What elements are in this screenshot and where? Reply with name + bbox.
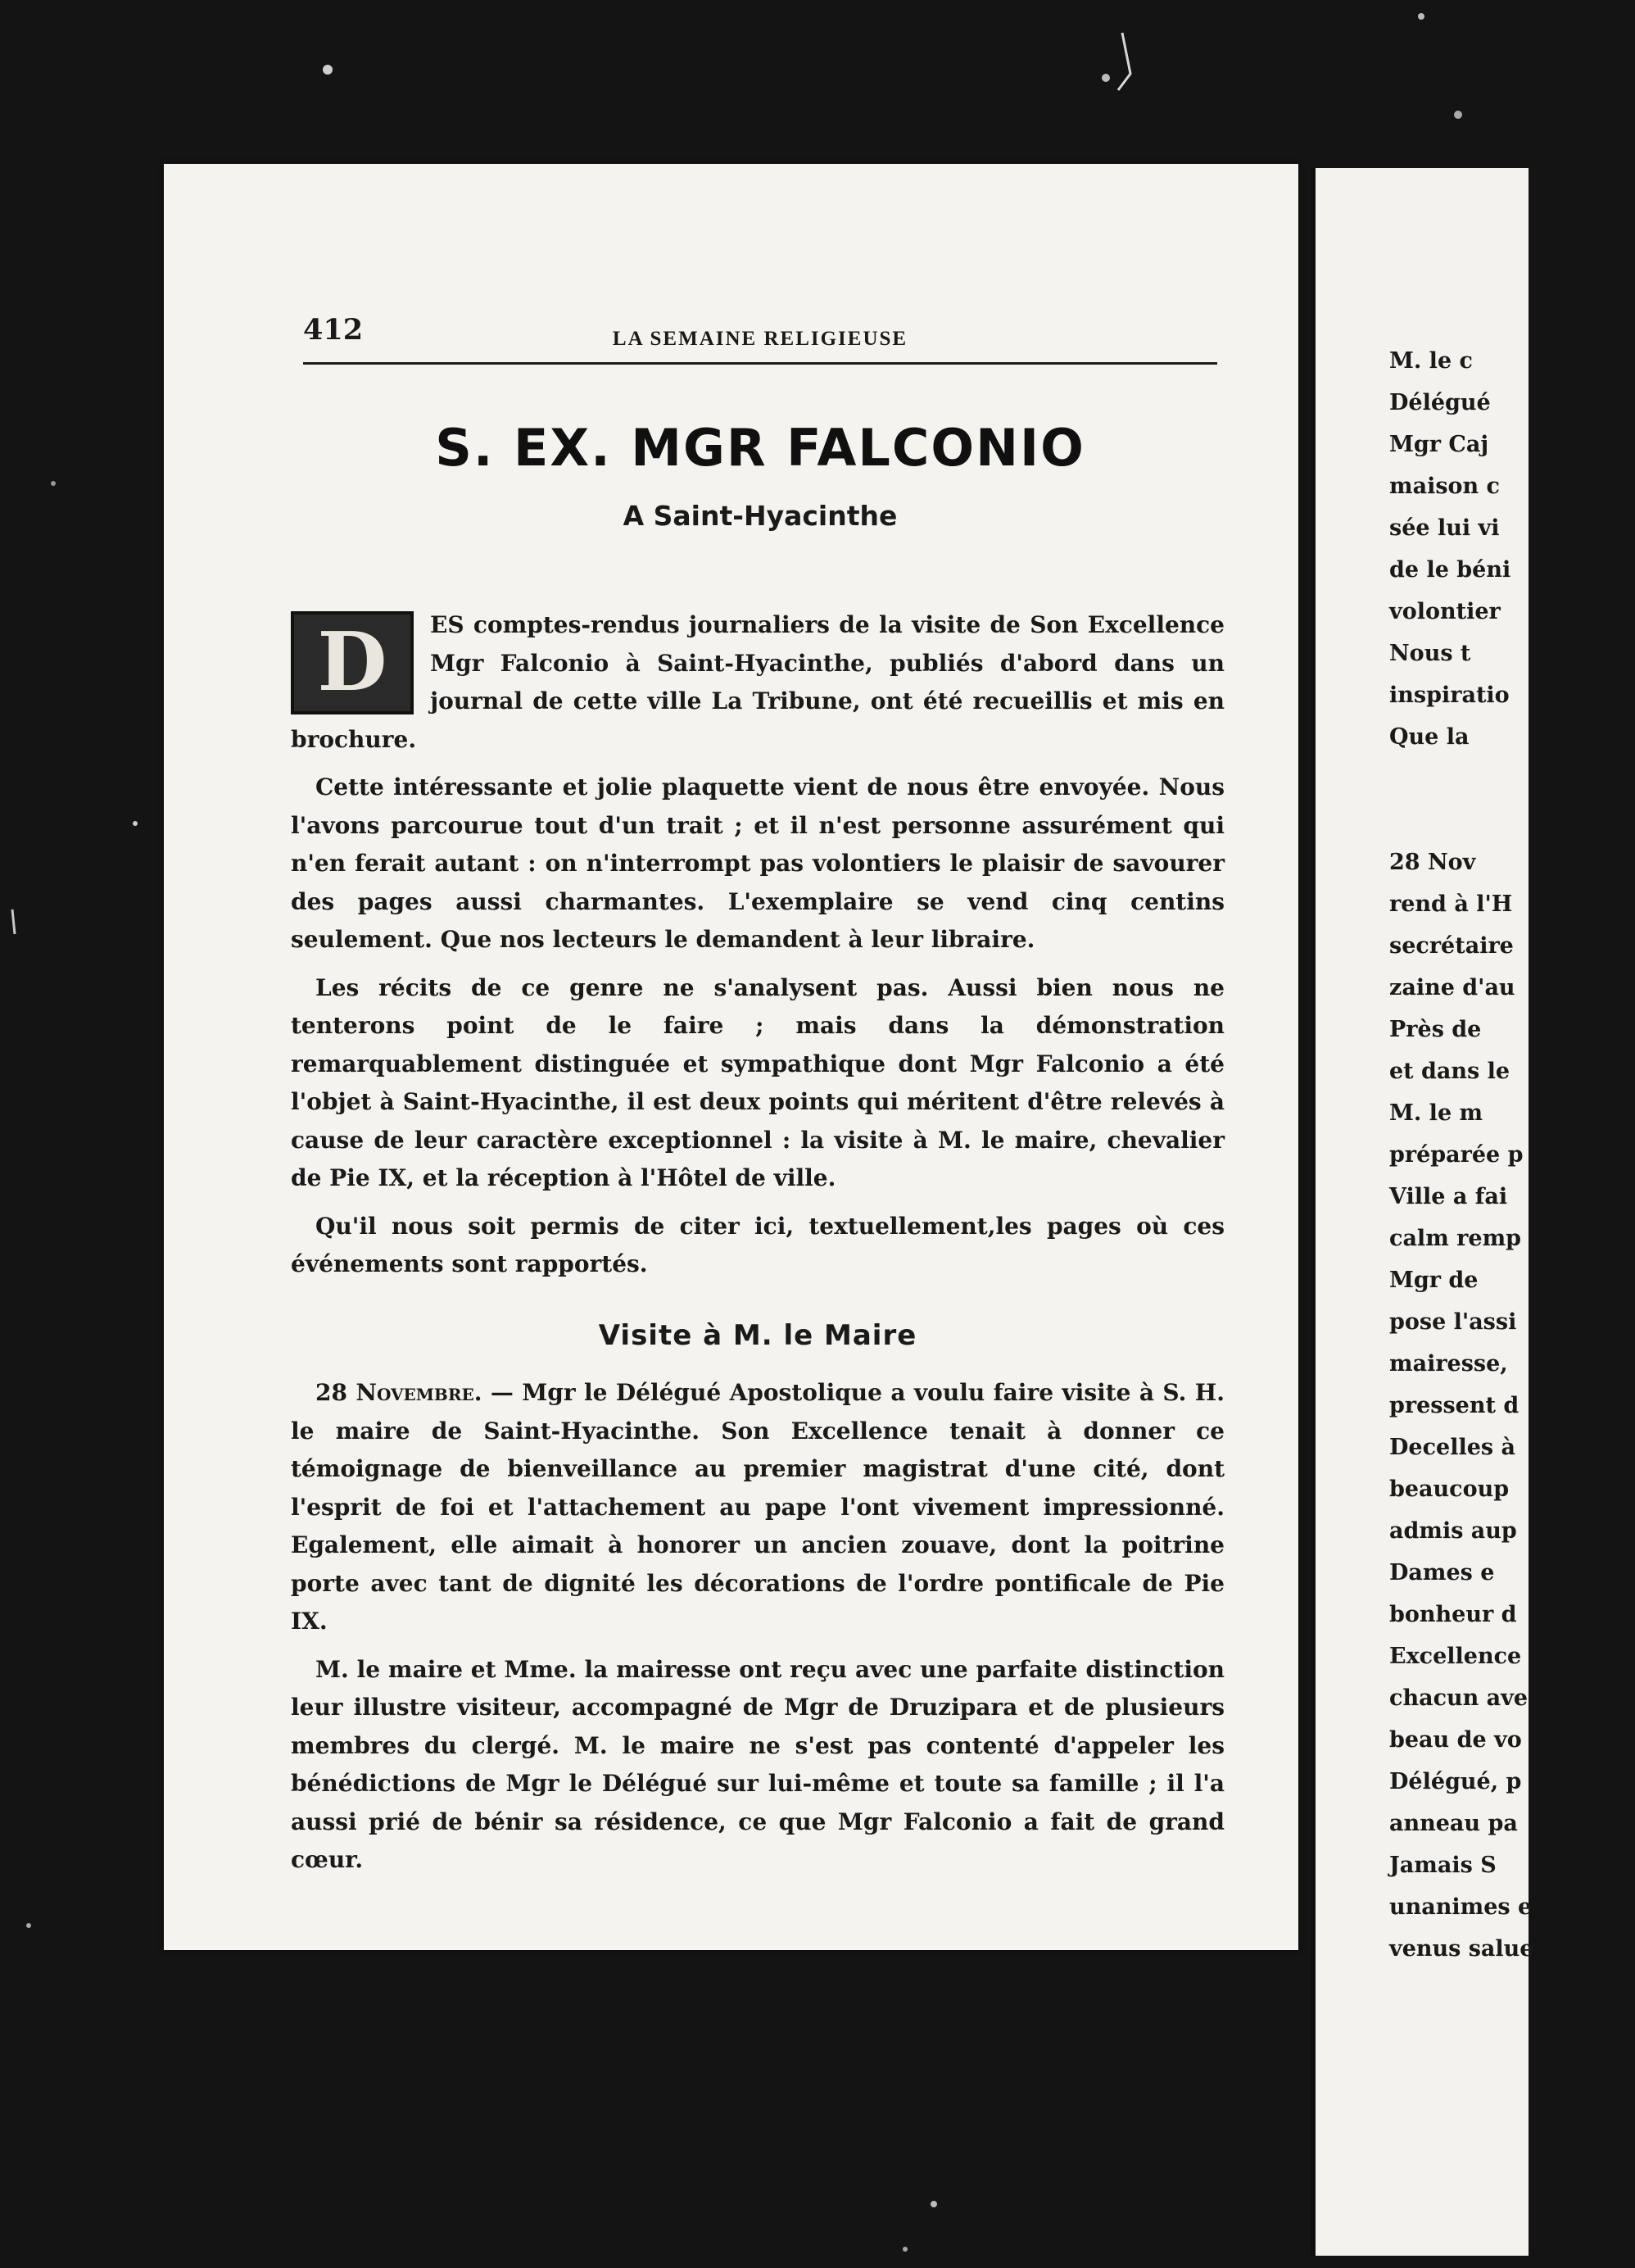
intro-paragraph: ES comptes-rendus journaliers de la visite de Son Excellence Mgr Falconio à Saint-Hyacinthe, publiés d'abord dans un journal de cette ville La Tribune, ont été recueillis et mis en brochure. (291, 611, 1225, 753)
right-page-line: 28 Nov (1389, 850, 1476, 875)
right-page-line (1389, 766, 1635, 808)
right-page-line: M. le m (1389, 1100, 1483, 1126)
right-page-line: mairesse, (1389, 1351, 1508, 1377)
right-page-line: venus salue (1389, 1936, 1534, 1962)
article-title: S. EX. MGR FALCONIO (435, 418, 1085, 478)
right-page-line: Dames e (1389, 1560, 1495, 1585)
right-page-line: Jamais S (1389, 1853, 1497, 1878)
running-head (303, 313, 1217, 365)
right-page-line: de le béni (1389, 557, 1511, 583)
right-page-line: Decelles à (1389, 1435, 1515, 1460)
paragraph-text: — Mgr le Délégué Apostolique a voulu faire visite à S. H. le maire de Saint-Hyacinthe. Son Excellence tenait à donner ce témoignage de bienveillance au premier magistrat d'une cité, dont l'esprit de foi et l'attachement au pape l'ont vivement impressionné. Egalement, elle aimait à honorer un ancien zouave, dont la poitrine porte avec tant de dignité les décorations de l'ordre pontificale de Pie IX. (291, 1379, 1225, 1635)
ornamental-dropcap (291, 611, 414, 714)
right-page-line: M. le c (1389, 348, 1473, 374)
right-page-line: inspiratio (1389, 683, 1510, 708)
right-page-line: Mgr de (1389, 1268, 1479, 1293)
right-page-line: préparée p (1389, 1142, 1524, 1168)
right-page-line: unanimes e (1389, 1894, 1533, 1920)
right-page-line: chacun ave (1389, 1685, 1529, 1711)
right-page-line: admis aup (1389, 1518, 1517, 1544)
right-page-line: Excellence (1389, 1644, 1522, 1669)
section-heading: Visite à M. le Maire (598, 1318, 917, 1352)
date-lead: 28 Novembre. (315, 1379, 482, 1406)
right-page-line: sée lui vi (1389, 515, 1500, 541)
paragraph: Les récits de ce genre ne s'analysent pas. Aussi bien nous ne tenterons point de le faire ; mais dans la démonstration remarquablement distinguée et sympathique dont Mgr Falconio a été l'objet à Saint-Hyacinthe, il est deux points qui méritent d'être relevés à cause de leur caractère exceptionnel : la visite à M. le maire, chevalier de Pie IX, et la réception à l'Hôtel de ville. (291, 973, 1225, 1191)
right-page-line: volontier (1389, 599, 1501, 624)
right-page-line: bonheur d (1389, 1602, 1517, 1627)
paragraph: Qu'il nous soit permis de citer ici, textuellement,les pages où ces événements sont rapportés. (291, 1212, 1225, 1277)
right-page-line: Délégué, p (1389, 1769, 1522, 1794)
page-number: 412 (303, 313, 364, 347)
right-page-line: Nous t (1389, 641, 1471, 666)
right-page-line: pose l'assi (1389, 1309, 1517, 1335)
article-subtitle: A Saint-Hyacinthe (623, 500, 898, 532)
right-page-line: Délégué (1389, 390, 1491, 415)
paragraph: Cette intéressante et jolie plaquette vient de nous être envoyée. Nous l'avons parcourue tout d'un trait ; et il n'est personne assurément qui n'en ferait autant : on n'interrompt pas volontiers le plaisir de savourer des pages aussi charmantes. L'exemplaire se vend cinq centins seulement. Que nos lecteurs le demandent à leur libraire. (291, 773, 1225, 953)
right-page-line: maison c (1389, 474, 1500, 499)
left-page (164, 164, 1298, 1950)
right-page-line: et dans le (1389, 1059, 1510, 1084)
right-page-text-fragments (1389, 348, 1635, 1978)
right-page-line: beaucoup (1389, 1476, 1510, 1502)
right-page-line: Ville a fai (1389, 1184, 1508, 1209)
paragraph: M. le maire et Mme. la mairesse ont reçu avec une parfaite distinction leur illustre visiteur, accompagné de Mgr de Druzipara et de plusieurs membres du clergé. M. le maire ne s'est pas contenté d'appeler les bénédictions de Mgr le Délégué sur lui-même et toute sa famille ; il l'a aussi prié de bénir sa résidence, ce que Mgr Falconio a fait de grand cœur. (291, 1655, 1225, 1873)
right-page-line (1389, 808, 1635, 850)
right-page-line: pressent d (1389, 1393, 1520, 1418)
journal-name: LA SEMAINE RELIGIEUSE (612, 328, 908, 350)
right-page-line: rend à l'H (1389, 891, 1513, 917)
right-page-line: Près de (1389, 1017, 1482, 1042)
right-page-cropped (1311, 168, 1534, 2256)
right-page-line: beau de vo (1389, 1727, 1522, 1753)
paragraph (291, 1374, 1225, 1641)
right-page-line: Que la (1389, 724, 1470, 750)
article-body (291, 606, 1225, 1889)
right-page-line: secrétaire (1389, 933, 1514, 959)
dropcap-letter: D (317, 615, 387, 710)
right-page-line: calm remp (1389, 1226, 1522, 1251)
right-page-line: zaine d'au (1389, 975, 1515, 1000)
right-page-line: anneau pa (1389, 1811, 1518, 1836)
right-page-line: Mgr Caj (1389, 432, 1489, 457)
